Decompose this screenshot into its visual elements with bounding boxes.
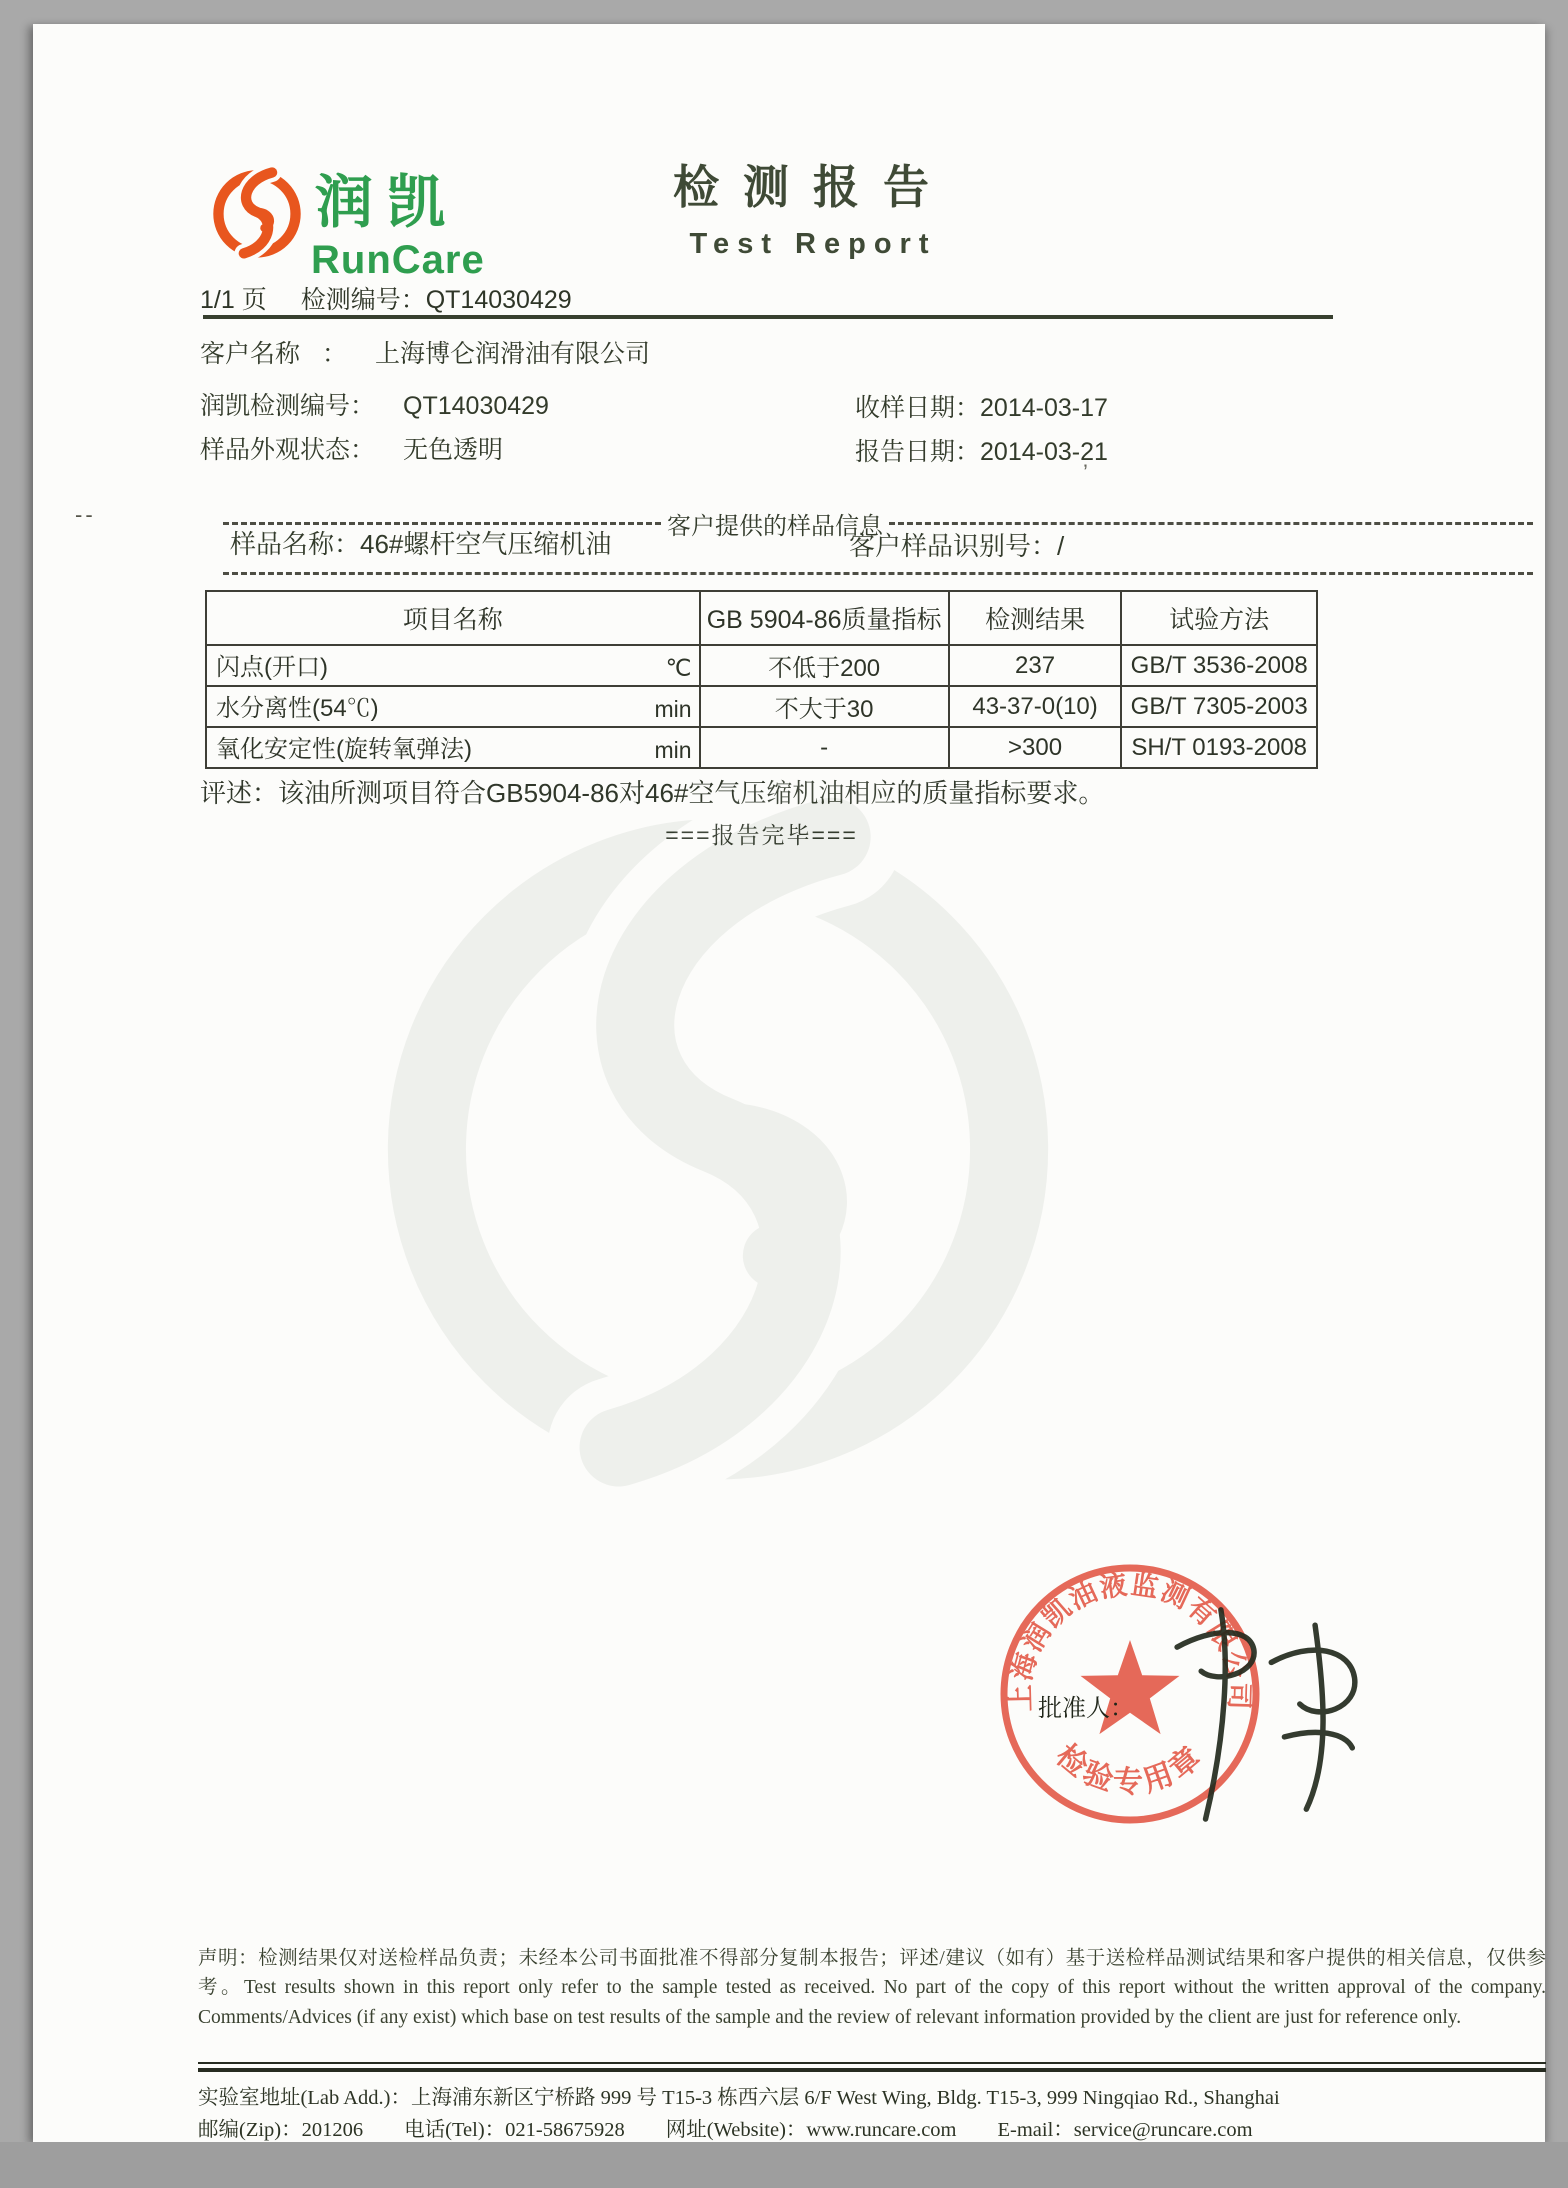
scan-artifact-dashes: -- [75,502,96,527]
footer-rule-thick [198,2068,1546,2072]
cell-spec: 不低于200 [700,645,949,686]
scan-artifact-tick: ’ [1083,460,1088,485]
logo-text-en: RunCare [311,238,485,282]
cell-method: GB/T 7305-2003 [1121,686,1317,727]
sample-id-label: 客户样品识别号： [849,531,1058,561]
report-date-row [855,440,1108,465]
sample-id-value: / [1057,531,1065,561]
seal-ring-text: 上海润凯油液监测有限公司 [1005,1569,1255,1712]
client-name-row [200,342,650,367]
results-table [205,590,1318,769]
sample-section-divider-bottom [223,572,1533,575]
client-name-label: 客户名称 [200,340,301,368]
report-date-value: 2014-03-21 [980,438,1108,466]
page-number-line [200,280,572,316]
cell-method: SH/T 0193-2008 [1121,727,1317,768]
cell-result: >300 [949,727,1122,768]
received-date-row [855,396,1108,421]
dashed-line [889,522,1533,525]
item-name: 氧化安定性(旋转氧弹法) [216,736,472,763]
received-date-value: 2014-03-17 [980,394,1108,422]
cell-result: 43-37-0(10) [949,686,1122,727]
appearance-value: 无色透明 [403,436,504,464]
report-no-row [200,394,549,419]
approver-label: 批准人： [1038,1695,1134,1722]
table-header-row [206,591,1317,645]
report-no-row-value: QT14030429 [403,392,549,420]
report-no: QT14030429 [425,286,572,314]
cell-spec: 不大于30 [700,686,949,727]
report-no-label: 检测编号： [300,286,426,314]
appearance-label: 样品外观状态： [200,436,376,464]
received-date-label: 收样日期： [855,394,981,422]
seal-bottom-text: 检验专用章 [1049,1738,1211,1800]
sample-section-label: 客户提供的样品信息 [667,513,883,540]
cell-item [206,727,700,768]
item-name: 水分离性(54℃) [216,695,379,722]
sample-id-row [849,526,1064,563]
footer-rule-thin [198,2062,1546,2064]
report-title-cn: 检测报告 [673,161,953,213]
logo-text-cn: 润凯 [315,170,460,235]
sample-name-label: 样品名称： [230,529,361,559]
item-unit: min [654,737,692,763]
client-name-value: 上海博仑润滑油有限公司 [375,340,651,368]
sample-name-row [230,524,611,561]
cell-item [206,645,700,686]
header-spec: GB 5904-86质量指标 [700,591,949,645]
cell-item [206,686,700,727]
item-unit: ℃ [665,655,692,681]
table-row [206,686,1317,727]
appearance-row [200,438,503,463]
header-item: 项目名称 [206,591,700,645]
lab-contact-line: 邮编(Zip)：201206 电话(Tel)：021-58675928 网址(Website)：www.runcare.com E-mail：service@runcare.com [198,2119,1253,2141]
sample-name-value: 46#螺杆空气压缩机油 [360,529,612,559]
report-title-en: Test Report [689,228,937,260]
header-divider [203,315,1333,319]
item-unit: min [654,696,692,722]
watermark-logo-icon [363,780,1073,1490]
end-of-report-mark: ===报告完毕=== [665,822,858,848]
approver-signature [1153,1590,1383,1840]
comment-line: 评述：该油所测项目符合GB5904-86对46#空气压缩机油相应的质量指标要求。 [200,778,1105,808]
item-name: 闪点(开口) [216,654,328,681]
table-row [206,645,1317,686]
disclaimer-text: 声明：检测结果仅对送检样品负责；未经本公司书面批准不得部分复制本报告；评述/建议（如有）基于送检样品测试结果和客户提供的相关信息，仅供参考。Test results shown in this report only refer to the sample tested as received. No part of the copy of this report without the written approval of the company. Comments/Advices (if any exist) which base on test results of the sample and the review of relevant information provided by the client are just for reference only. [198,1948,1546,2028]
report-no-row-label: 润凯检测编号： [200,392,376,420]
lab-address-line: 实验室地址(Lab Add.)：上海浦东新区宁桥路 999 号 T15-3 栋西六层 6/F West Wing, Bldg. T15-3, 999 Ningqiao Rd., Shanghai [198,2087,1280,2109]
header-result: 检测结果 [949,591,1122,645]
client-name-colon: ： [322,340,348,368]
page-count: 1/1 页 [200,286,267,314]
runcare-logo-icon [210,165,304,259]
header-method: 试验方法 [1121,591,1317,645]
report-page [33,24,1545,2142]
cell-method: GB/T 3536-2008 [1121,645,1317,686]
cell-result: 237 [949,645,1122,686]
cell-spec: - [700,727,949,768]
report-date-label: 报告日期： [855,438,981,466]
scanner-background-band [0,2142,1568,2188]
table-row [206,727,1317,768]
